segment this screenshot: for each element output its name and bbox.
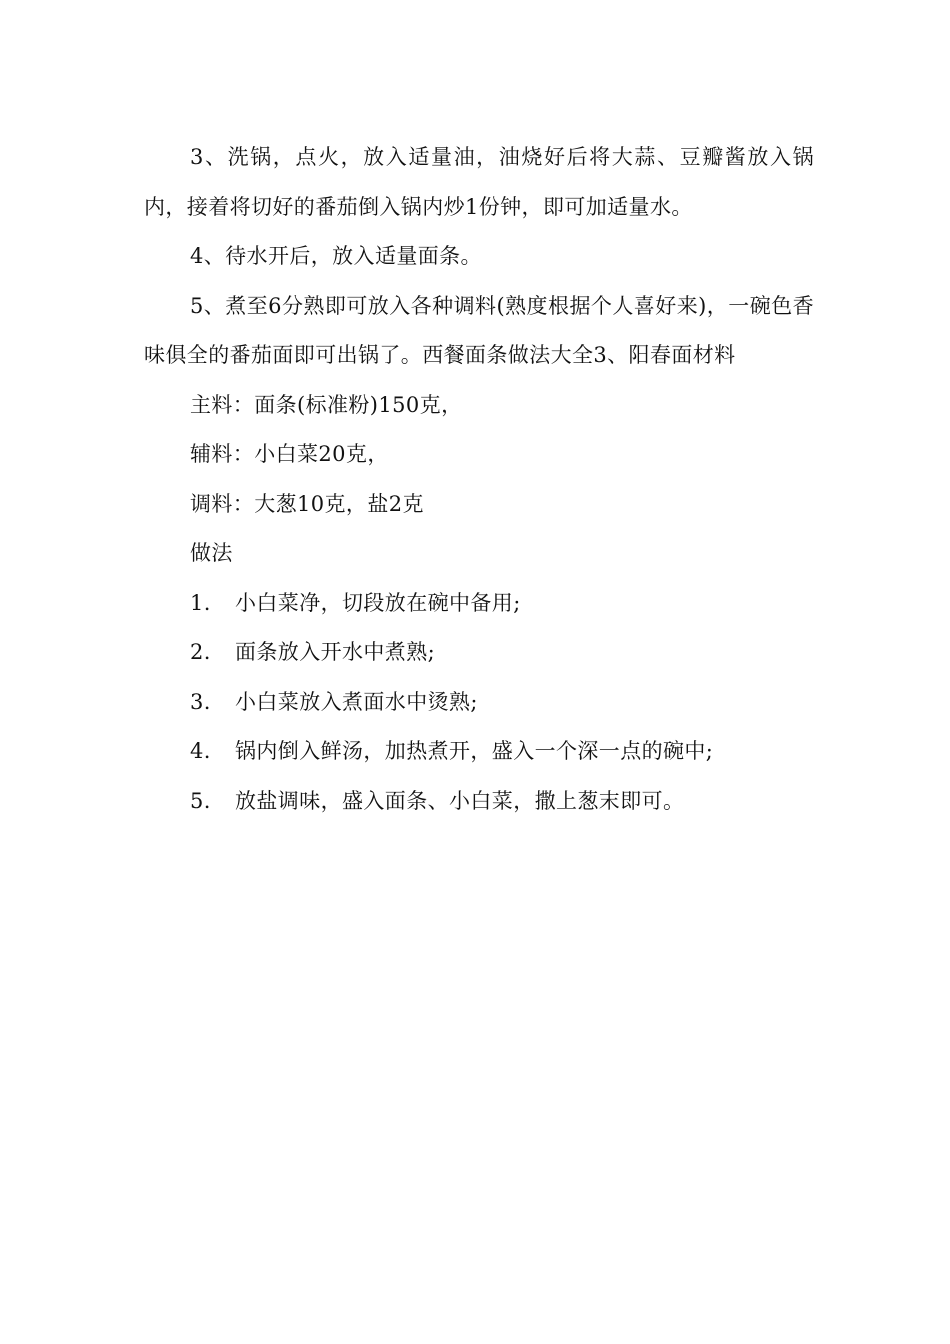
step-number: 2. bbox=[190, 640, 211, 664]
step-text: 锅内倒入鲜汤，加热煮开，盛入一个深一点的碗中; bbox=[235, 739, 714, 763]
method-step bbox=[144, 678, 814, 728]
step-number: 4. bbox=[190, 739, 211, 763]
seasoning-line: 调料：大葱10克，盐2克 bbox=[190, 491, 424, 516]
step-number: 5. bbox=[190, 788, 211, 813]
method-step bbox=[144, 579, 814, 629]
method-heading: 做法 bbox=[190, 541, 233, 565]
method-step bbox=[144, 777, 814, 827]
step-text: 放盐调味，盛入面条、小白菜，撒上葱末即可。 bbox=[235, 788, 685, 813]
step-text: 面条放入开水中煮熟; bbox=[235, 640, 436, 664]
paragraph-step-3: 3、洗锅，点火，放入适量油，油烧好后将大蒜、豆瓣酱放入锅内，接着将切好的番茄倒入锅内炒1份钟，即可加适量水。 bbox=[144, 145, 814, 219]
step-number: 1. bbox=[190, 590, 211, 615]
step-text: 小白菜放入煮面水中烫熟; bbox=[235, 689, 478, 714]
paragraph-step-5: 5、煮至6分熟即可放入各种调料(熟度根据个人喜好来)，一碗色香味俱全的番茄面即可出锅了。西餐面条做法大全3、阳春面材料 bbox=[144, 293, 814, 367]
method-step bbox=[144, 628, 814, 678]
document-body bbox=[144, 133, 814, 826]
step-number: 3. bbox=[190, 689, 211, 714]
method-step bbox=[144, 727, 814, 777]
paragraph-step-4: 4、待水开后，放入适量面条。 bbox=[190, 244, 482, 268]
step-text: 小白菜净，切段放在碗中备用; bbox=[235, 590, 521, 615]
auxiliary-ingredient-line: 辅料：小白菜20克， bbox=[190, 442, 389, 466]
main-ingredient-line: 主料：面条(标准粉)150克， bbox=[190, 392, 463, 417]
